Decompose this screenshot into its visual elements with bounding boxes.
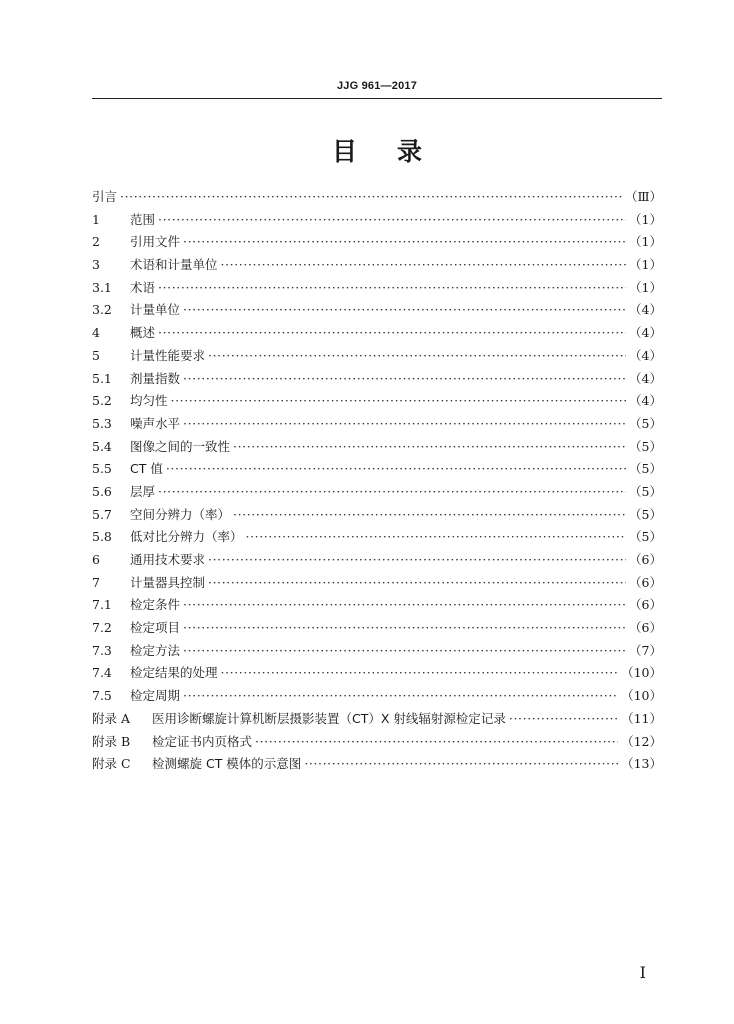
toc-entry-number: 附录 A bbox=[92, 710, 131, 726]
toc-entry-page: （6） bbox=[629, 574, 662, 590]
toc-entry-title: 计量单位 bbox=[130, 302, 181, 318]
toc-leader-dots bbox=[208, 572, 626, 595]
toc-leader-dots bbox=[158, 322, 626, 345]
toc-entry-number: 附录 B bbox=[92, 733, 131, 749]
toc-entry-page: （5） bbox=[629, 438, 662, 454]
toc-entry-number: 附录 C bbox=[92, 756, 131, 772]
toc-entry-number: 5.6 bbox=[92, 483, 112, 499]
toc-entry-page: （5） bbox=[629, 483, 662, 499]
toc-entry-title: CT 值 bbox=[130, 461, 163, 477]
toc-entry-7-2[interactable] bbox=[92, 617, 662, 640]
toc-entry-page: （11） bbox=[621, 710, 662, 726]
table-of-contents bbox=[92, 186, 662, 776]
toc-entry-7-4[interactable] bbox=[92, 662, 662, 685]
toc-entry-page: （1） bbox=[629, 234, 662, 250]
toc-leader-dots bbox=[158, 277, 626, 300]
toc-entry-title: 空间分辨力（率） bbox=[130, 506, 231, 522]
toc-entry-title: 检定项目 bbox=[130, 620, 181, 636]
toc-leader-dots bbox=[183, 685, 618, 708]
toc-entry-page: （10） bbox=[621, 665, 662, 681]
toc-entry-title: 噪声水平 bbox=[130, 415, 181, 431]
toc-leader-dots bbox=[208, 549, 626, 572]
toc-entry-number: 5.4 bbox=[92, 438, 112, 454]
toc-entry-number: 2 bbox=[92, 234, 100, 250]
toc-entry-5-3[interactable] bbox=[92, 413, 662, 436]
toc-entry-page: （6） bbox=[629, 597, 662, 613]
toc-entry-page: （6） bbox=[629, 620, 662, 636]
page-number: I bbox=[639, 963, 646, 982]
toc-entry-5-5[interactable] bbox=[92, 458, 662, 481]
toc-entry-5[interactable] bbox=[92, 345, 662, 368]
toc-entry-title: 剂量指数 bbox=[130, 370, 181, 386]
toc-entry-number: 6 bbox=[92, 552, 100, 567]
toc-entry-page: （Ⅲ） bbox=[624, 189, 662, 204]
toc-entry-title: 图像之间的一致性 bbox=[130, 438, 231, 454]
toc-entry-7-5[interactable] bbox=[92, 685, 662, 708]
toc-entry-page: （4） bbox=[629, 370, 662, 386]
toc-entry-number: 7.2 bbox=[92, 620, 112, 636]
header-rule bbox=[92, 98, 662, 99]
toc-leader-dots bbox=[208, 345, 626, 368]
toc-entry-page: （5） bbox=[629, 529, 662, 545]
toc-leader-dots bbox=[183, 594, 626, 617]
toc-entry-page: （1） bbox=[629, 211, 662, 227]
toc-entry-title: 引用文件 bbox=[130, 234, 181, 250]
toc-leader-dots bbox=[171, 390, 627, 413]
toc-entry-appendix-c[interactable] bbox=[92, 753, 662, 776]
toc-entry-title: 引言 bbox=[92, 189, 118, 204]
toc-entry-7-3[interactable] bbox=[92, 640, 662, 663]
toc-leader-dots bbox=[255, 731, 618, 754]
toc-leader-dots bbox=[158, 209, 626, 232]
toc-entry-title: 术语和计量单位 bbox=[130, 257, 218, 273]
toc-entry-7[interactable] bbox=[92, 572, 662, 595]
toc-entry-5-6[interactable] bbox=[92, 481, 662, 504]
toc-entry-2[interactable] bbox=[92, 231, 662, 254]
toc-entry-title: 概述 bbox=[130, 325, 156, 341]
toc-entry-number: 5.2 bbox=[92, 393, 112, 409]
toc-leader-dots bbox=[221, 662, 619, 685]
toc-leader-dots bbox=[183, 299, 626, 322]
toc-leader-dots bbox=[233, 436, 626, 459]
toc-entry-number: 5.3 bbox=[92, 415, 112, 431]
toc-entry-title: 层厚 bbox=[130, 483, 156, 499]
toc-entry-title: 低对比分辨力（率） bbox=[130, 529, 243, 545]
toc-entry-title: 检定周期 bbox=[130, 688, 181, 704]
toc-entry-preface[interactable] bbox=[92, 186, 662, 209]
toc-leader-dots bbox=[221, 254, 627, 277]
toc-entry-number: 3.1 bbox=[92, 279, 112, 295]
toc-entry-number: 3.2 bbox=[92, 302, 112, 318]
toc-entry-title: 计量性能要求 bbox=[130, 347, 206, 363]
toc-leader-dots bbox=[183, 413, 626, 436]
toc-entry-3-2[interactable] bbox=[92, 299, 662, 322]
toc-entry-appendix-b[interactable] bbox=[92, 731, 662, 754]
toc-entry-page: （5） bbox=[629, 506, 662, 522]
toc-entry-page: （7） bbox=[629, 642, 662, 658]
toc-entry-page: （4） bbox=[629, 347, 662, 363]
toc-entry-title: 均匀性 bbox=[130, 393, 168, 409]
toc-entry-number: 5.5 bbox=[92, 461, 112, 477]
toc-entry-page: （4） bbox=[629, 302, 662, 318]
toc-entry-5-2[interactable] bbox=[92, 390, 662, 413]
toc-entry-page: （10） bbox=[621, 688, 662, 704]
toc-entry-appendix-a[interactable] bbox=[92, 708, 662, 731]
toc-entry-number: 7.4 bbox=[92, 665, 112, 681]
toc-leader-dots bbox=[166, 458, 626, 481]
toc-leader-dots bbox=[183, 368, 626, 391]
toc-entry-page: （6） bbox=[629, 552, 662, 567]
toc-leader-dots bbox=[246, 526, 627, 549]
toc-entry-number: 5.7 bbox=[92, 506, 112, 522]
toc-entry-page: （5） bbox=[629, 461, 662, 477]
toc-entry-number: 3 bbox=[92, 257, 100, 273]
toc-entry-page: （1） bbox=[629, 257, 662, 273]
toc-entry-page: （4） bbox=[629, 393, 662, 409]
toc-entry-4[interactable] bbox=[92, 322, 662, 345]
toc-leader-dots bbox=[183, 640, 626, 663]
toc-entry-number: 5.8 bbox=[92, 529, 112, 545]
toc-entry-5-8[interactable] bbox=[92, 526, 662, 549]
toc-entry-page: （5） bbox=[629, 415, 662, 431]
toc-leader-dots bbox=[304, 753, 618, 776]
toc-entry-title: 范围 bbox=[130, 211, 156, 227]
toc-entry-6[interactable] bbox=[92, 549, 662, 572]
toc-entry-page: （12） bbox=[621, 733, 662, 749]
toc-entry-5-4[interactable] bbox=[92, 436, 662, 459]
toc-entry-5-1[interactable] bbox=[92, 368, 662, 391]
document-header: JJG 961—2017 bbox=[336, 80, 418, 92]
toc-leader-dots bbox=[509, 708, 618, 731]
toc-leader-dots bbox=[120, 186, 622, 209]
toc-entry-title: 检定证书内页格式 bbox=[152, 733, 253, 749]
toc-entry-number: 5 bbox=[92, 347, 100, 363]
toc-entry-title: 医用诊断螺旋计算机断层摄影装置（CT）X 射线辐射源检定记录 bbox=[152, 710, 506, 726]
toc-entry-5-7[interactable] bbox=[92, 504, 662, 527]
toc-entry-title: 通用技术要求 bbox=[130, 552, 206, 567]
toc-entry-number: 7 bbox=[92, 574, 100, 590]
toc-leader-dots bbox=[158, 481, 626, 504]
toc-entry-title: 检定条件 bbox=[130, 597, 181, 613]
toc-entry-1[interactable] bbox=[92, 209, 662, 232]
toc-entry-title: 检测螺旋 CT 模体的示意图 bbox=[152, 756, 302, 772]
toc-entry-page: （1） bbox=[629, 279, 662, 295]
toc-entry-page: （13） bbox=[621, 756, 662, 772]
toc-entry-title: 术语 bbox=[130, 279, 156, 295]
toc-entry-page: （4） bbox=[629, 325, 662, 341]
toc-leader-dots bbox=[233, 504, 626, 527]
page-title: 目录 bbox=[331, 137, 462, 166]
toc-entry-number: 7.1 bbox=[92, 597, 112, 613]
toc-entry-number: 7.5 bbox=[92, 688, 112, 704]
toc-leader-dots bbox=[183, 617, 626, 640]
toc-entry-3-1[interactable] bbox=[92, 277, 662, 300]
toc-entry-title: 检定方法 bbox=[130, 642, 181, 658]
toc-entry-3[interactable] bbox=[92, 254, 662, 277]
toc-entry-title: 检定结果的处理 bbox=[130, 665, 218, 681]
toc-entry-number: 1 bbox=[92, 211, 100, 227]
toc-entry-number: 4 bbox=[92, 325, 100, 341]
toc-entry-number: 5.1 bbox=[92, 370, 112, 386]
toc-leader-dots bbox=[183, 231, 626, 254]
toc-entry-title: 计量器具控制 bbox=[130, 574, 206, 590]
toc-entry-number: 7.3 bbox=[92, 642, 112, 658]
toc-entry-7-1[interactable] bbox=[92, 594, 662, 617]
